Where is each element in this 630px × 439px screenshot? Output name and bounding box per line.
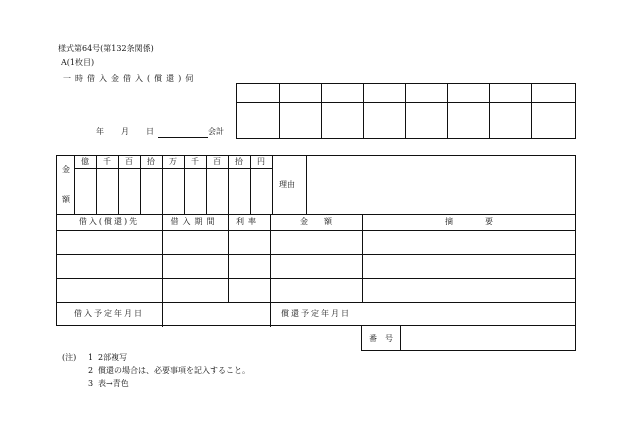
- kaikei-underline: [158, 137, 208, 138]
- digit-oku: 億: [81, 157, 89, 166]
- notes-prefix: (注): [62, 353, 77, 362]
- note-1-text: 2部複写: [98, 353, 128, 362]
- digit-man: 万: [169, 157, 177, 166]
- form-title: 一時借入金借入(償還)伺: [63, 74, 198, 83]
- digit-ju: 拾: [235, 157, 243, 166]
- borrow-date-label: 借入予定年月日: [74, 309, 144, 318]
- note-2-num: 2: [88, 366, 94, 375]
- year-label: 年: [96, 127, 104, 136]
- col-amount: 金 額: [300, 217, 332, 226]
- month-label: 月: [121, 127, 129, 136]
- note-3-text: 表→青色: [98, 379, 129, 388]
- note-3-num: 3: [88, 379, 94, 388]
- col-summary: 摘 要: [445, 217, 493, 226]
- form-number: 様式第64号(第132条関係): [58, 44, 154, 53]
- digit-en: 円: [257, 157, 265, 166]
- digit-hyaku-man: 百: [125, 157, 133, 166]
- repay-date-label: 償還予定年月日: [281, 309, 351, 318]
- number-label: 番 号: [369, 334, 393, 343]
- note-1-num: 1: [88, 353, 94, 362]
- col-rate: 利率: [236, 217, 260, 226]
- digit-sen: 千: [191, 157, 199, 166]
- note-2-text: 償還の場合は、必要事項を記入すること。: [98, 366, 250, 375]
- reason-label: 理由: [279, 180, 295, 189]
- digit-sen-man: 千: [103, 157, 111, 166]
- col-lender: 借入(償還)先: [78, 217, 140, 226]
- main-form: [56, 155, 576, 326]
- digit-ju-man: 拾: [147, 157, 155, 166]
- sheet-label: A(1枚目): [61, 58, 95, 67]
- amount-label-bottom: 額: [62, 195, 70, 204]
- amount-label-top: 金: [62, 165, 70, 174]
- digit-hyaku: 百: [213, 157, 221, 166]
- col-period: 借入期間: [170, 217, 219, 226]
- kaikei-label: 会計: [208, 127, 224, 136]
- approval-stamp-grid: [236, 83, 576, 139]
- day-label: 日: [146, 127, 154, 136]
